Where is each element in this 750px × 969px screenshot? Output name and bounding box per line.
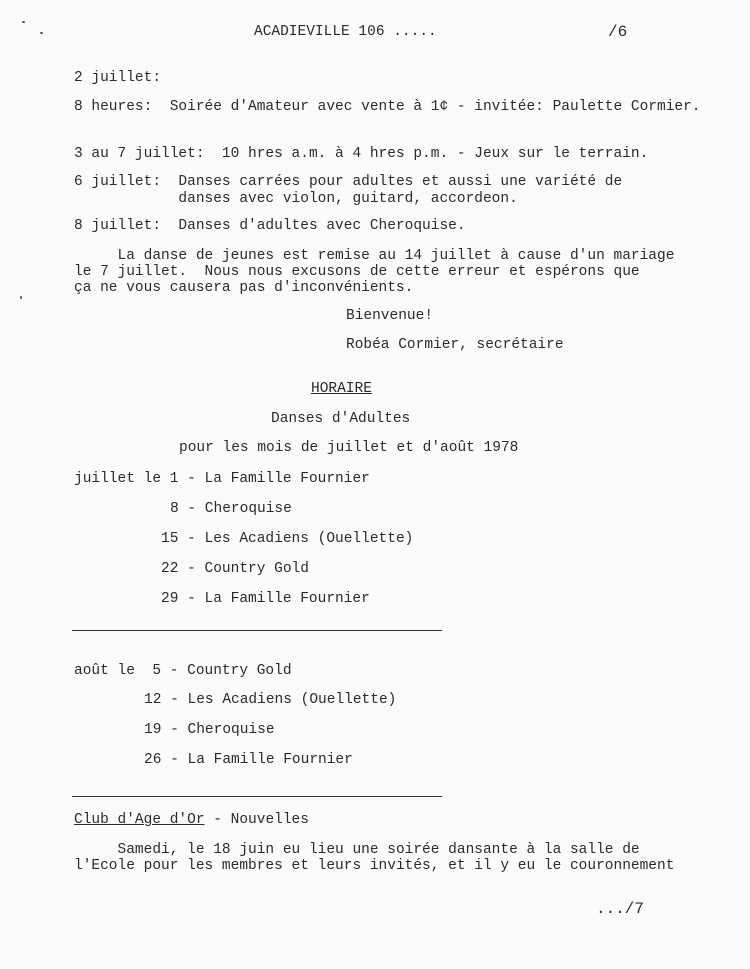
notice-line: ça ne vous causera pas d'inconvénients. [74,280,414,296]
schedule-row: 22 - Country Gold [161,561,309,577]
event-line: 6 juillet: Danses carrées pour adultes et aussi une variété de [74,174,623,190]
page-number: /6 [608,23,628,41]
divider [72,796,442,797]
event-line: 2 juillet: [74,70,162,86]
club-body-line: Samedi, le 18 juin eu lieu une soirée dansante à la salle de [74,842,640,858]
schedule-heading: HORAIRE [311,381,372,397]
schedule-row: 26 - La Famille Fournier [144,752,353,768]
notice-line: le 7 juillet. Nous nous excusons de cette erreur et espérons que [74,264,640,280]
scan-speck [22,21,25,23]
schedule-row: 12 - Les Acadiens (Ouellette) [144,692,397,708]
event-line: danses avec violon, guitard, accordeon. [74,191,518,207]
signature: Robéa Cormier, secrétaire [346,337,564,353]
notice-line: La danse de jeunes est remise au 14 juillet à cause d'un mariage [74,248,675,264]
schedule-subheading: Danses d'Adultes [271,411,411,427]
continued-marker: .../7 [596,900,645,918]
divider [72,630,442,631]
schedule-row: 19 - Cheroquise [144,722,275,738]
schedule-period: pour les mois de juillet et d'août 1978 [179,440,519,456]
event-line: 3 au 7 juillet: 10 hres a.m. à 4 hres p.m. - Jeux sur le terrain. [74,146,649,162]
greeting: Bienvenue! [346,308,434,324]
club-title: Club d'Age d'Or [74,812,205,828]
event-line: 8 juillet: Danses d'adultes avec Cheroquise. [74,218,466,234]
scan-speck [20,296,22,299]
club-heading [74,812,309,828]
club-title-suffix: - Nouvelles [204,812,309,828]
schedule-row: 15 - Les Acadiens (Ouellette) [161,531,414,547]
schedule-row: 29 - La Famille Fournier [161,591,370,607]
schedule-row: juillet le 1 - La Famille Fournier [74,471,370,487]
schedule-row: août le 5 - Country Gold [74,663,292,679]
club-body-line: l'Ecole pour les membres et leurs invités, et il y eu le couronnement [74,858,675,874]
schedule-row: 8 - Cheroquise [170,501,292,517]
scan-speck [40,32,43,34]
event-line: 8 heures: Soirée d'Amateur avec vente à 1¢ - invitée: Paulette Cormier. [74,99,701,115]
page-header-title: ACADIEVILLE 106 ..... [254,24,437,40]
